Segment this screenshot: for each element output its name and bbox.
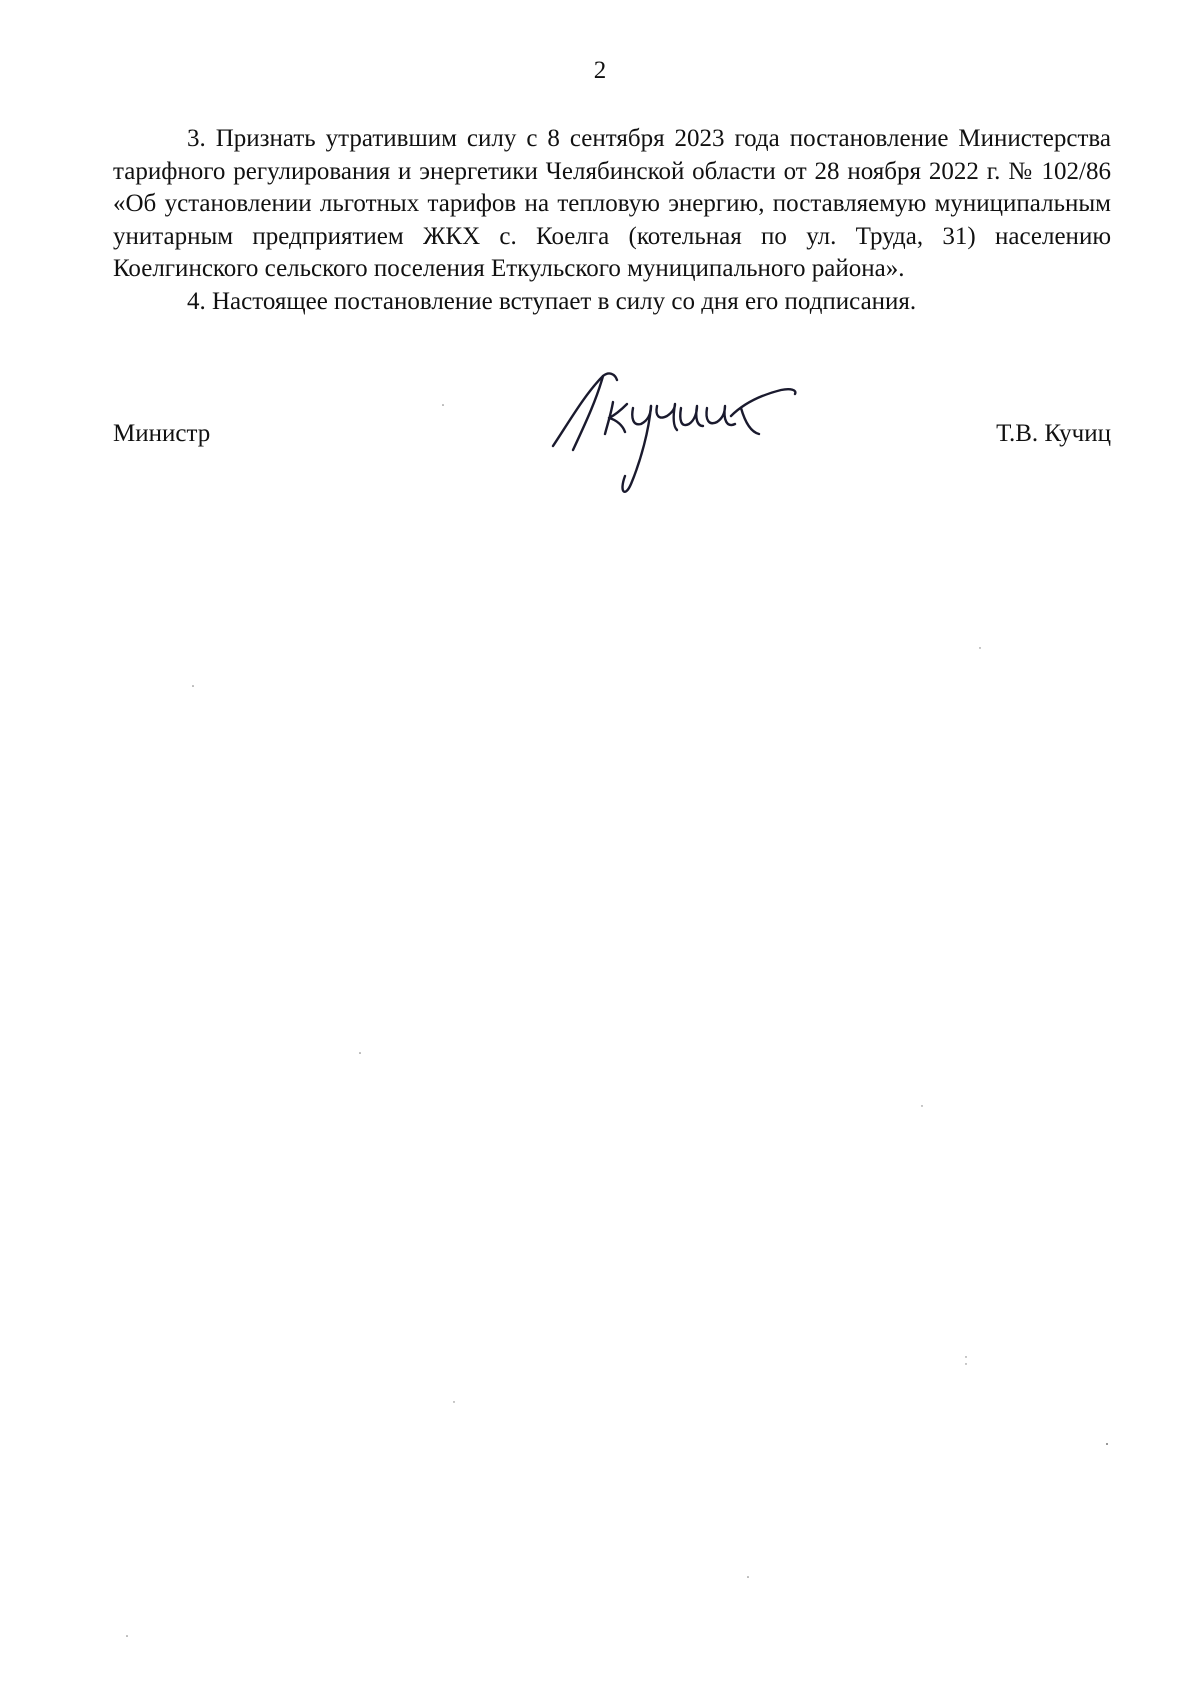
signature-block	[113, 368, 1111, 528]
page-number: 2	[593, 57, 607, 84]
paragraph-3: 3. Признать утратившим силу с 8 сентября 2023 года постановление Министерства тарифного регулирования и энергетики Челябинской области от 28 ноября 2022 г. № 102/86 «Об установлении льготных тарифов на тепловую энергию, поставляемую муниципальным унитарным предприятием ЖКХ с. Коелга (котельная по ул. Труда, 31) населению Коелгинского сельского поселения Еткульского муниципального района».	[113, 125, 1111, 282]
signer-name: Т.В. Кучиц	[996, 420, 1111, 447]
handwritten-signature	[545, 368, 805, 528]
signer-title: Министр	[113, 420, 211, 447]
document-body	[113, 123, 1111, 318]
paragraph-4: 4. Настоящее постановление вступает в силу со дня его подписания.	[187, 287, 917, 315]
